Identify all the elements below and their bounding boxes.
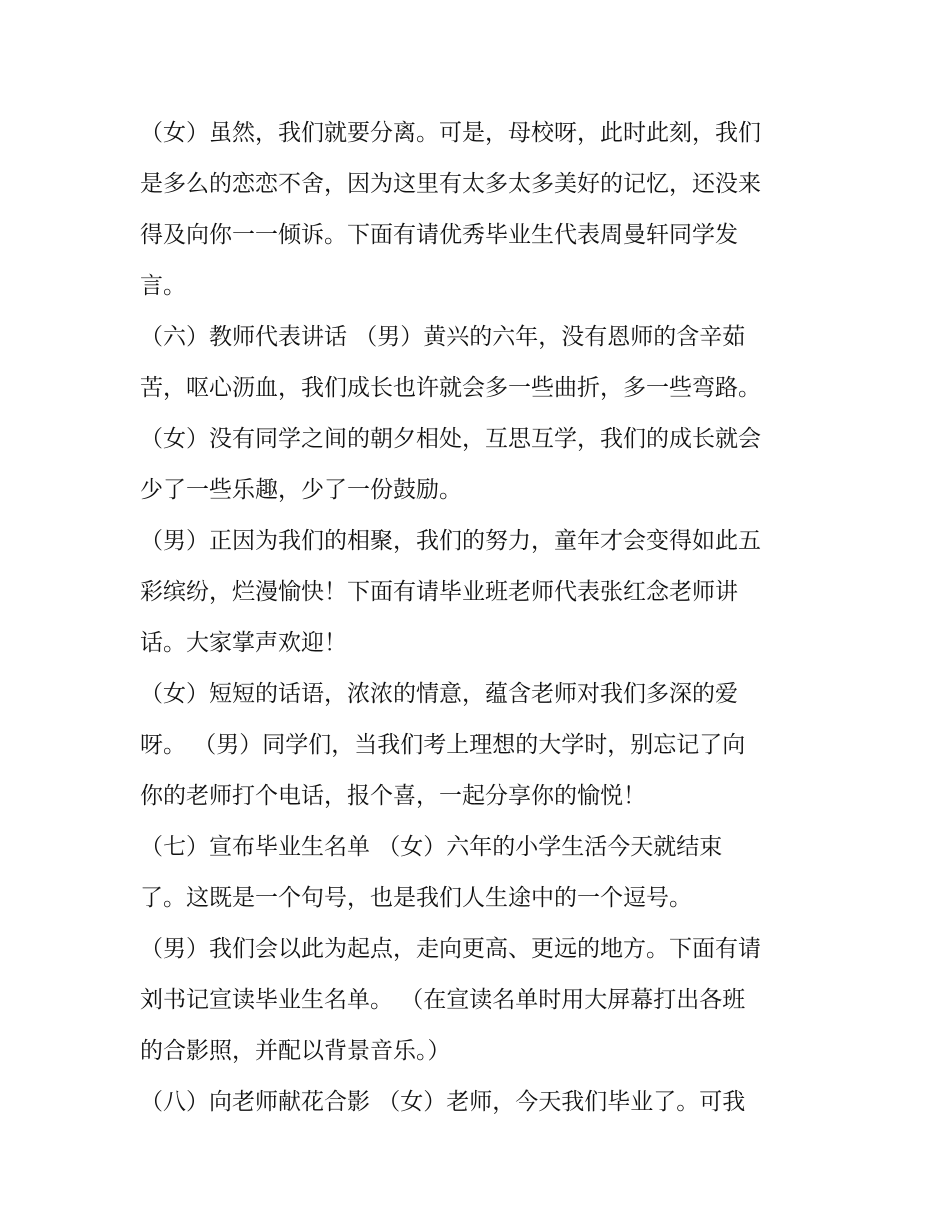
text-line: 言。 [140, 273, 186, 299]
text-line: 彩缤纷，烂漫愉快！下面有请毕业班老师代表张红念老师讲 [140, 579, 738, 605]
text-line: （男）我们会以此为起点，走向更高、更远的地方。下面有请 [140, 936, 761, 962]
text-line: （女）虽然，我们就要分离。可是，母校呀，此时此刻，我们 [140, 120, 761, 146]
text-line: 你的老师打个电话，报个喜，一起分享你的愉悦！ [140, 783, 646, 809]
text-line: 是多么的恋恋不舍，因为这里有太多太多美好的记忆，还没来 [140, 171, 761, 197]
text-line: 呀。 （男）同学们，当我们考上理想的大学时，别忘记了向 [140, 732, 746, 758]
text-line: （女）没有同学之间的朝夕相处，互思互学，我们的成长就会 [140, 426, 761, 452]
text-line: （六）教师代表讲话 （男）黄兴的六年，没有恩师的含辛茹 [140, 324, 746, 350]
text-line: 话。大家掌声欢迎！ [140, 630, 347, 656]
text-line: （男）正因为我们的相聚，我们的努力，童年才会变得如此五 [140, 528, 761, 554]
body-text [140, 108, 820, 1128]
text-line: 刘书记宣读毕业生名单。 （在宣读名单时用大屏幕打出各班 [140, 987, 746, 1013]
text-line: 了。这既是一个句号，也是我们人生途中的一个逗号。 [140, 885, 692, 911]
text-line: （八）向老师献花合影 （女）老师，今天我们毕业了。可我 [140, 1089, 746, 1115]
text-line: 的合影照，并配以背景音乐。） [140, 1038, 451, 1064]
text-line: 少了一些乐趣，少了一份鼓励。 [140, 477, 462, 503]
text-line: 苦，呕心沥血，我们成长也许就会多一些曲折，多一些弯路。 [140, 375, 761, 401]
text-line: （七）宣布毕业生名单 （女）六年的小学生活今天就结束 [140, 834, 723, 860]
text-line: （女）短短的话语，浓浓的情意，蕴含老师对我们多深的爱 [140, 681, 738, 707]
text-line: 得及向你一一倾诉。下面有请优秀毕业生代表周曼轩同学发 [140, 222, 738, 248]
